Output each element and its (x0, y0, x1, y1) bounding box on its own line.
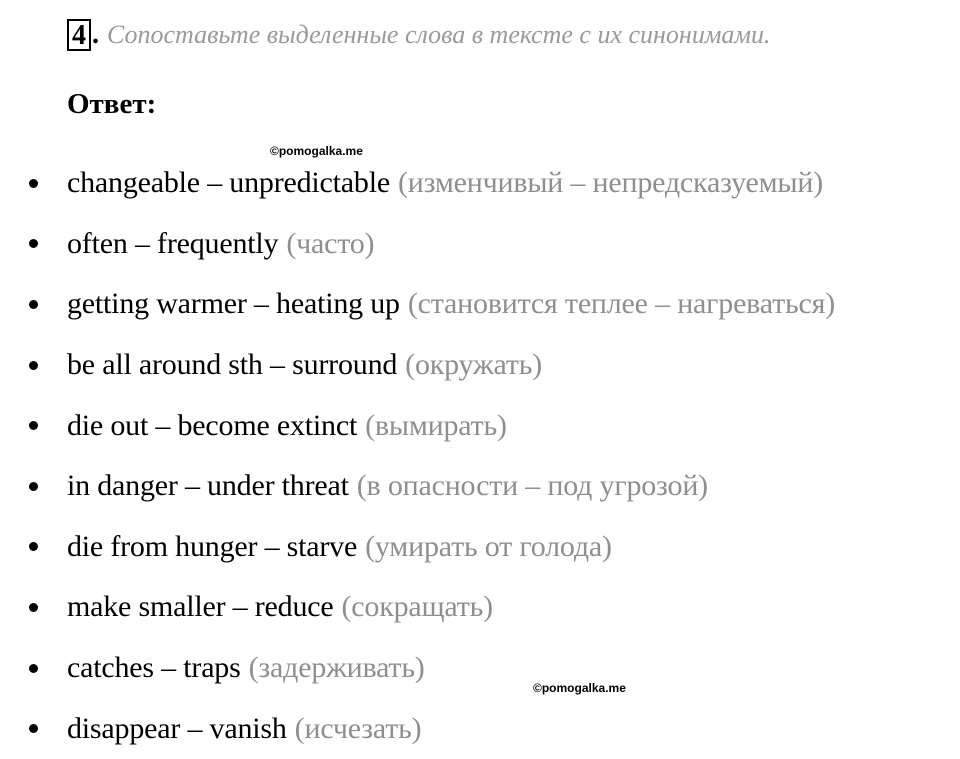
task-instruction: Сопоставьте выделенные слова в тексте с их синонимами. (107, 20, 771, 49)
english-synonyms: make smaller – reduce (67, 590, 334, 624)
list-item (0, 214, 960, 275)
russian-translation: (в опасности – под угрозой) (356, 469, 708, 503)
bullet-icon (29, 421, 38, 430)
watermark: ©pomogalka.me (270, 144, 363, 158)
english-synonyms: changeable – unpredictable (67, 166, 390, 200)
russian-translation: (умирать от голода) (365, 529, 612, 563)
bullet-icon (29, 482, 38, 491)
list-item (0, 335, 960, 396)
list-item (0, 517, 960, 578)
answer-label: Ответ: (67, 88, 157, 120)
russian-translation: (становится теплее – нагреваться) (407, 287, 835, 321)
bullet-icon (29, 724, 38, 733)
russian-translation: (окружать) (405, 348, 542, 382)
list-item (0, 577, 960, 638)
english-synonyms: getting warmer – heating up (67, 287, 400, 321)
english-synonyms: die out – become extinct (67, 408, 358, 442)
russian-translation: (сокращать) (341, 590, 493, 624)
list-item (0, 274, 960, 335)
list-item (0, 638, 960, 699)
english-synonyms: catches – traps (67, 651, 241, 685)
english-synonyms: die from hunger – starve (67, 529, 358, 563)
russian-translation: (часто) (286, 226, 375, 260)
bullet-icon (29, 603, 38, 612)
bullet-icon (29, 361, 38, 370)
watermark: ©pomogalka.me (533, 681, 626, 695)
english-synonyms: be all around sth – surround (67, 348, 398, 382)
list-item (0, 395, 960, 456)
task-number-box: 4 (67, 19, 91, 51)
bullet-icon (29, 542, 38, 551)
english-synonyms: in danger – under threat (67, 469, 349, 503)
task-header (67, 14, 771, 56)
russian-translation: (исчезать) (294, 711, 422, 745)
bullet-icon (29, 664, 38, 673)
bullet-icon (29, 300, 38, 309)
task-number-dot: . (92, 19, 99, 50)
list-item (0, 153, 960, 214)
answer-list (0, 153, 960, 759)
english-synonyms: often – frequently (67, 226, 279, 260)
english-synonyms: disappear – vanish (67, 711, 287, 745)
list-item (0, 698, 960, 759)
bullet-icon (29, 179, 38, 188)
russian-translation: (вымирать) (365, 408, 507, 442)
bullet-icon (29, 239, 38, 248)
list-item (0, 456, 960, 517)
russian-translation: (задерживать) (248, 651, 425, 685)
russian-translation: (изменчивый – непредсказуемый) (397, 166, 824, 200)
